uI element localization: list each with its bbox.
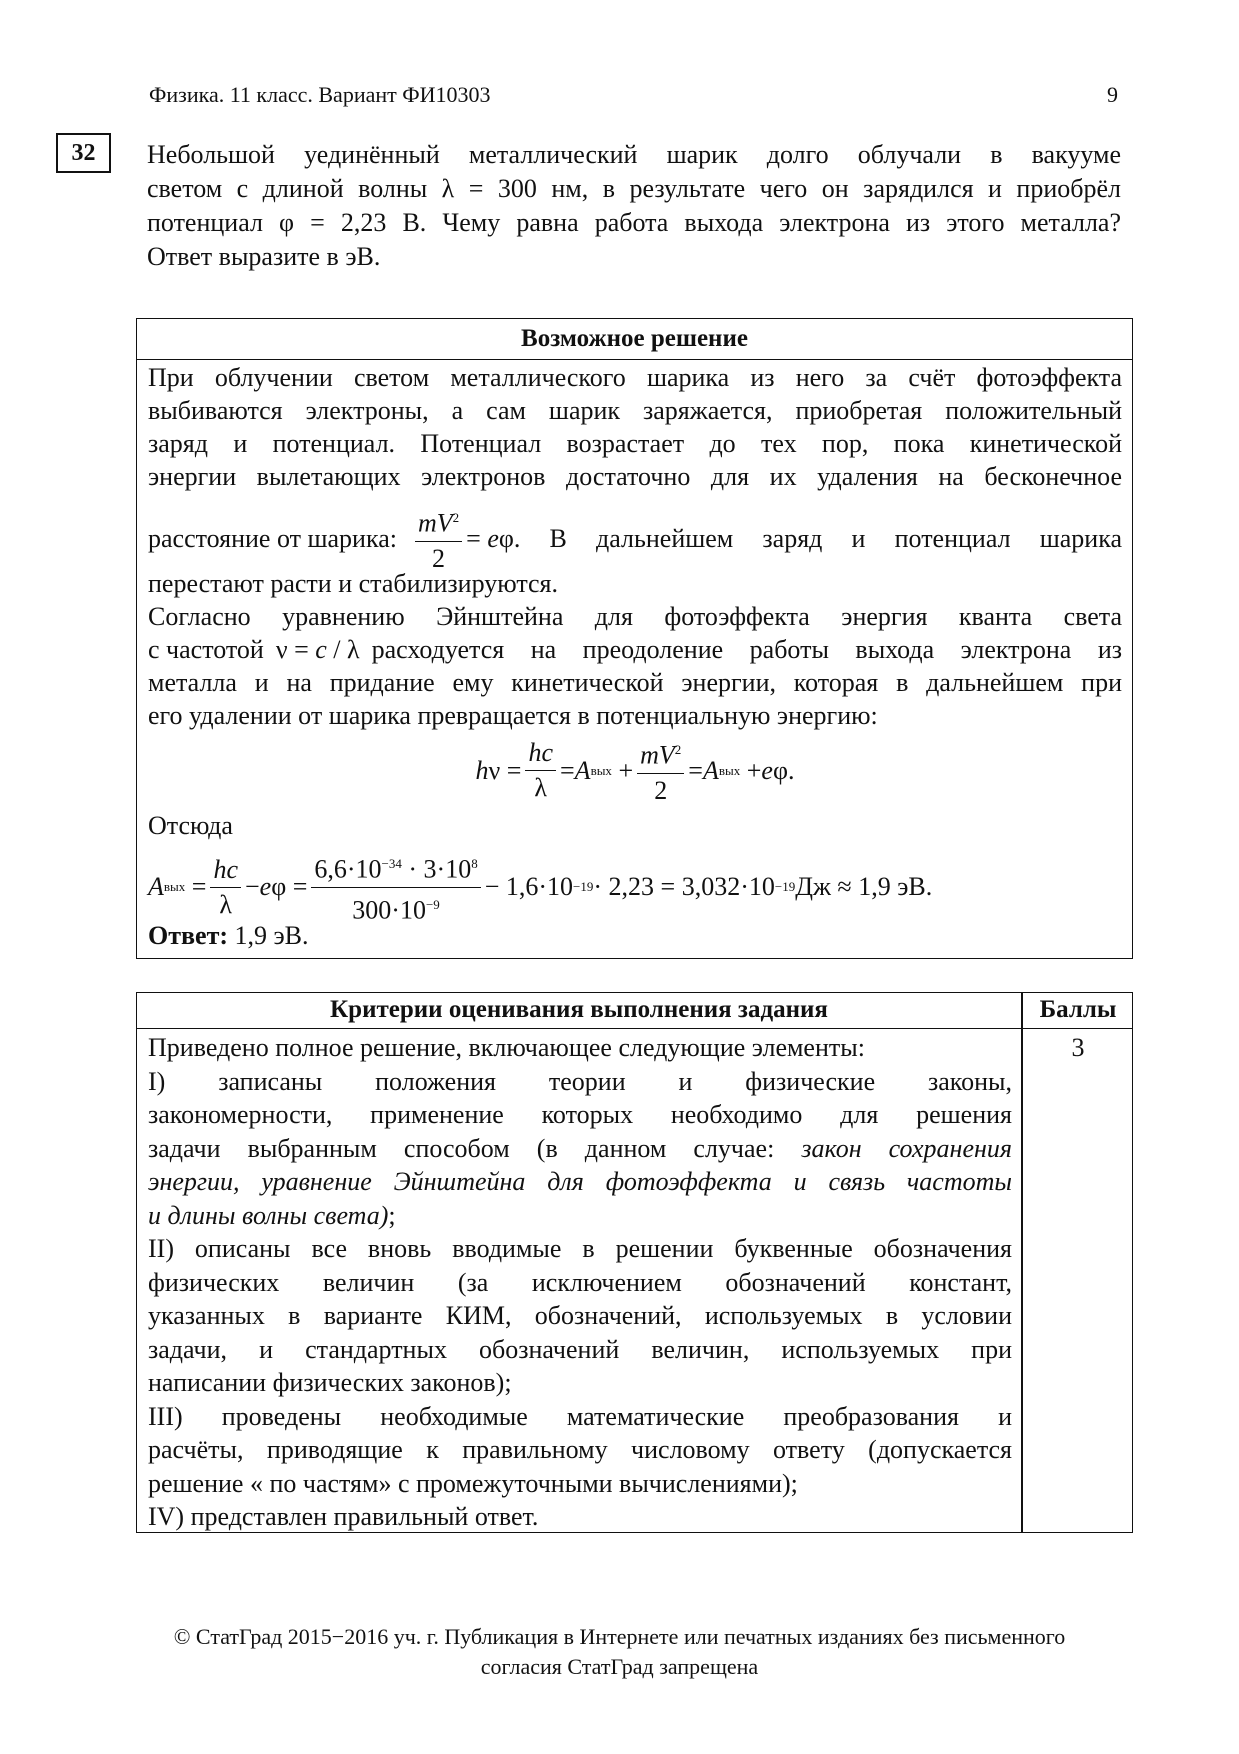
calc-exponent: −9 [425,896,440,912]
criteria-line: задачи, и стандартных обозначений величин, используемых при [148,1334,1012,1364]
criteria-line: закономерности, применение которых необходимо для решения [148,1100,1012,1129]
formula-line-kinetic [148,501,1122,576]
calc-number: · 2,23 = 3,032·10 [593,872,775,902]
calc-exponent: −19 [774,879,796,895]
footer-line: согласия СтатГрад запрещена [480,1654,759,1679]
criteria-line: расчёты, приводящие к правильному числовому ответу (допускается [148,1435,1012,1464]
solution-line: выбиваются электроны, а сам шарик заряжается, приобретая положительный [148,396,1122,425]
solution-line: перестают расти и стабилизируются. [148,569,559,598]
criteria-italic: закон сохранения [801,1133,1012,1163]
solution-line: заряд и потенциал. Потенциал возрастает до тех пор, пока кинетической [148,429,1122,458]
calc-result: Дж ≈ 1,9 эВ. [795,872,933,902]
criteria-text-run: ; [388,1200,396,1230]
solution-line: При облучении светом металлического шарика из него за счёт фотоэффекта [148,363,1122,392]
criteria-text-run: задачи выбранным способом (в данном случае: [148,1133,802,1163]
calc-number: · 3·10 [401,854,472,884]
criteria-line: III) проведены необходимые математические преобразования и [148,1401,1012,1431]
criteria-line: физических величин (за исключением обозначений констант, [148,1267,1012,1297]
einstein-equation: h ν = $\frac{hc}{\lambda}$ = A вых + $\frac{mV^2}{2}$ = A вых + e φ. [148,733,1122,808]
criteria-text [148,1031,1012,1534]
subscript-label: вых [590,762,612,778]
formula-e-phi: = eφ [466,523,514,553]
points-header: Баллы [1039,996,1117,1023]
formula-nu: ν = c / λ [275,635,360,664]
task-number: 32 [56,133,111,173]
formula-mv2-over-2: $\frac{mV^2}{2}$ [415,501,462,576]
criteria-line: II) описаны все вновь вводимые в решении буквенные обозначения [148,1234,1012,1263]
criteria-italic: и длины волны света) [148,1200,389,1230]
criteria-line: IV) представлен правильный ответ. [148,1502,539,1531]
calc-exponent: 8 [471,856,478,871]
solution-text: расходуется на преодоление работы выхода электрона из [371,635,1122,664]
criteria-line: указанных в варианте КИМ, обозначений, используемых в условии [148,1301,1012,1330]
solution-box [136,318,1133,959]
criteria-line: I) записаны положения теории и физические законы, [148,1066,1012,1096]
calc-exponent: −34 [381,856,402,871]
page-header: Физика. 11 класс. Вариант ФИ10303 [149,82,491,107]
criteria-header-row [137,993,1132,1029]
calc-number: − 1,6·10 [484,872,574,902]
subscript-label: вых [163,879,186,895]
solution-line: его удалении от шарика превращается в потенциальную энергию: [148,701,878,730]
task-line: Небольшой уединённый металлический шарик долго облучали в вакууме [147,140,1121,169]
page-number: 9 [1107,82,1118,107]
solution-line: энергии вылетающих электронов достаточно для их удаления на бесконечное [148,462,1122,491]
criteria-line: решение « по частям» с промежуточными вычислениями); [148,1468,798,1498]
frequency-line [148,633,1122,667]
solution-text: . В дальнейшем заряд и потенциал шарика [513,523,1122,553]
calc-number: 6,6·10 [314,854,382,884]
criteria-header: Критерии оценивания выполнения задания [330,996,828,1023]
answer-label: Ответ: [148,921,229,950]
work-function-calculation: A вых = $\frac{hc}{\lambda}$ − e φ = $\frac{6,6\cdot 10^{-34} \cdot 3\cdot 10^8}{300\cdot 10^{-9}}$ − 1,6·10 −19 · 2,23 = 3,032·10 −19 Дж ≈ 1,9 эВ. [148,847,1122,927]
answer-line [148,919,1122,953]
criteria-line: написании физических законов); [148,1368,512,1397]
column-divider [1021,993,1023,1532]
subscript-label: вых [718,762,741,778]
task-statement [147,138,1121,274]
task-line: потенциал φ = 2,23 В. Чему равна работа выхода электрона из этого металла? [147,208,1121,237]
criteria-italic: энергии, уравнение Эйнштейна для фотоэффекта и связь частоты [148,1167,1012,1196]
calc-number: 300·10 [352,895,426,925]
criteria-line [148,1165,1012,1199]
criteria-line: Приведено полное решение, включающее следующие элементы: [148,1033,865,1062]
solution-line: Согласно уравнению Эйнштейна для фотоэффекта энергия кванта света [148,602,1122,631]
footer-line: © СтатГрад 2015−2016 уч. г. Публикация в Интернете или печатных изданиях без письменного [173,1624,1066,1649]
solution-text: с частотой [148,635,264,664]
solution-title: Возможное решение [137,319,1132,360]
solution-line: Отсюда [148,811,233,840]
answer-value: 1,9 эВ. [228,921,309,950]
solution-line: металла и на придание ему кинетической энергии, которая в дальнейшем при [148,668,1122,697]
solution-text: расстояние от шарика: [148,523,397,553]
score-value: 3 [1071,1033,1085,1062]
criteria-line [148,1199,1012,1233]
task-line: Ответ выразите в эВ. [147,242,381,271]
calc-exponent: −19 [573,879,594,895]
criteria-line [148,1132,1012,1166]
task-line: светом с длиной волны λ = 300 нм, в результате чего он зарядился и приобрёл [147,174,1121,203]
criteria-table [136,992,1133,1533]
